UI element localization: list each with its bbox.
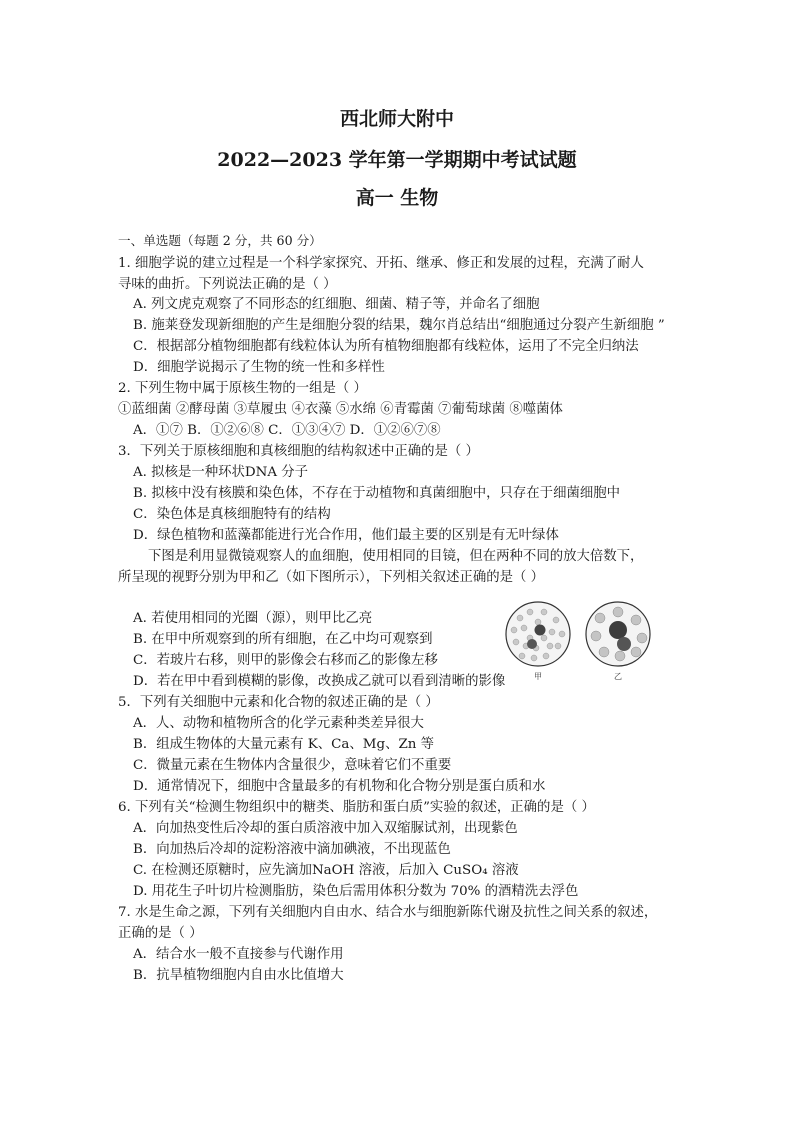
microscope-view-figure [500,600,660,682]
label-yi: 乙 [614,672,622,681]
q7-stem-2: 正确的是（ ） [118,926,203,941]
q6-option-b: B．向加热后冷却的淀粉溶液中滴加碘液，不出现蓝色 [133,842,451,857]
q4-option-b: B. 在甲中所观察到的所有细胞，在乙中均可观察到 [133,632,433,647]
q4-option-d: D．若在甲中看到模糊的影像，改换成乙就可以看到清晰的影像 [133,674,506,689]
q2-options: A．①⑦ B．①②⑥⑧ C．①③④⑦ D．①②⑥⑦⑧ [133,423,441,438]
field-jia [506,602,570,666]
q1-option-d: D．细胞学说揭示了生物的统一性和多样性 [133,360,385,375]
q1-option-c: C．根据部分植物细胞都有线粒体认为所有植物细胞都有线粒体，运用了不完全归纳法 [133,339,639,354]
q6-option-d: D. 用花生子叶切片检测脂肪，染色后需用体积分数为 70% 的酒精洗去浮色 [133,884,579,899]
q7-option-b: B．抗旱植物细胞内自由水比值增大 [133,968,344,983]
q3-stem: 3．下列关于原核细胞和真核细胞的结构叙述中正确的是（ ） [118,444,479,459]
q5-stem: 5．下列有关细胞中元素和化合物的叙述正确的是（ ） [118,695,439,710]
q2-items: ①蓝细菌 ②酵母菌 ③草履虫 ④衣藻 ⑤水绵 ⑥青霉菌 ⑦葡萄球菌 ⑧噬菌体 [118,402,563,417]
exam-title: 2022—2023 学年第一学期期中考试试题 [217,149,577,171]
section-heading: 一、单选题（每题 2 分，共 60 分） [118,233,322,248]
q5-option-d: D．通常情况下，细胞中含量最多的有机物和化合物分别是蛋白质和水 [133,779,546,794]
q6-stem: 6. 下列有关“检测生物组织中的糖类、脂肪和蛋白质”实验的叙述，正确的是（ ） [118,800,595,815]
q4-option-c: C．若玻片右移，则甲的影像会右移而乙的影像左移 [133,653,438,668]
q2-stem: 2. 下列生物中属于原核生物的一组是（ ） [118,381,367,396]
q5-option-a: A．人、动物和植物所含的化学元素种类差异很大 [133,716,424,731]
q5-option-b: B．组成生物体的大量元素有 K、Ca、Mg、Zn 等 [133,737,435,752]
q6-option-c: C. 在检测还原糖时，应先滴加NaOH 溶液，后加入 CuSO₄ 溶液 [133,863,519,878]
q7-stem-1: 7. 水是生命之源，下列有关细胞内自由水、结合水与细胞新陈代谢及抗性之间关系的叙述， [118,905,658,920]
school-title: 西北师大附中 [339,108,454,130]
q3-option-c: C．染色体是真核细胞特有的结构 [133,507,331,522]
label-jia: 甲 [534,672,542,681]
subject-title: 高一 生物 [355,187,439,209]
q1-option-b: B. 施莱登发现新细胞的产生是细胞分裂的结果，魏尔肖总结出“细胞通过分裂产生新细胞 ” [133,318,665,333]
q1-stem-1: 1. 细胞学说的建立过程是一个科学家探究、开拓、继承、修正和发展的过程，充满了耐人 [118,256,644,271]
q6-option-a: A．向加热变性后冷却的蛋白质溶液中加入双缩脲试剂，出现紫色 [133,821,518,836]
q4-stem-2: 所呈现的视野分别为甲和乙（如下图所示），下列相关叙述正确的是（ ） [118,570,545,585]
q3-option-a: A. 拟核是一种环状DNA 分子 [133,465,309,480]
q5-option-c: C．微量元素在生物体内含量很少，意味着它们不重要 [133,758,452,773]
q3-option-b: B. 拟核中没有核膜和染色体，不存在于动植物和真菌细胞中，只存在于细菌细胞中 [133,486,621,501]
q1-option-a: A. 列文虎克观察了不同形态的红细胞、细菌、精子等，并命名了细胞 [133,297,540,312]
field-yi [586,602,650,666]
q4-option-a: A. 若使用相同的光圈（源），则甲比乙亮 [133,611,373,626]
q3-option-d: D．绿色植物和蓝藻都能进行光合作用，他们最主要的区别是有无叶绿体 [133,528,559,543]
q7-option-a: A．结合水一般不直接参与代谢作用 [133,947,344,962]
q4-stem-1: 下图是利用显微镜观察人的血细胞，使用相同的目镜，但在两种不同的放大倍数下， [148,549,644,564]
q1-stem-2: 寻味的曲折。下列说法正确的是（ ） [118,277,337,292]
